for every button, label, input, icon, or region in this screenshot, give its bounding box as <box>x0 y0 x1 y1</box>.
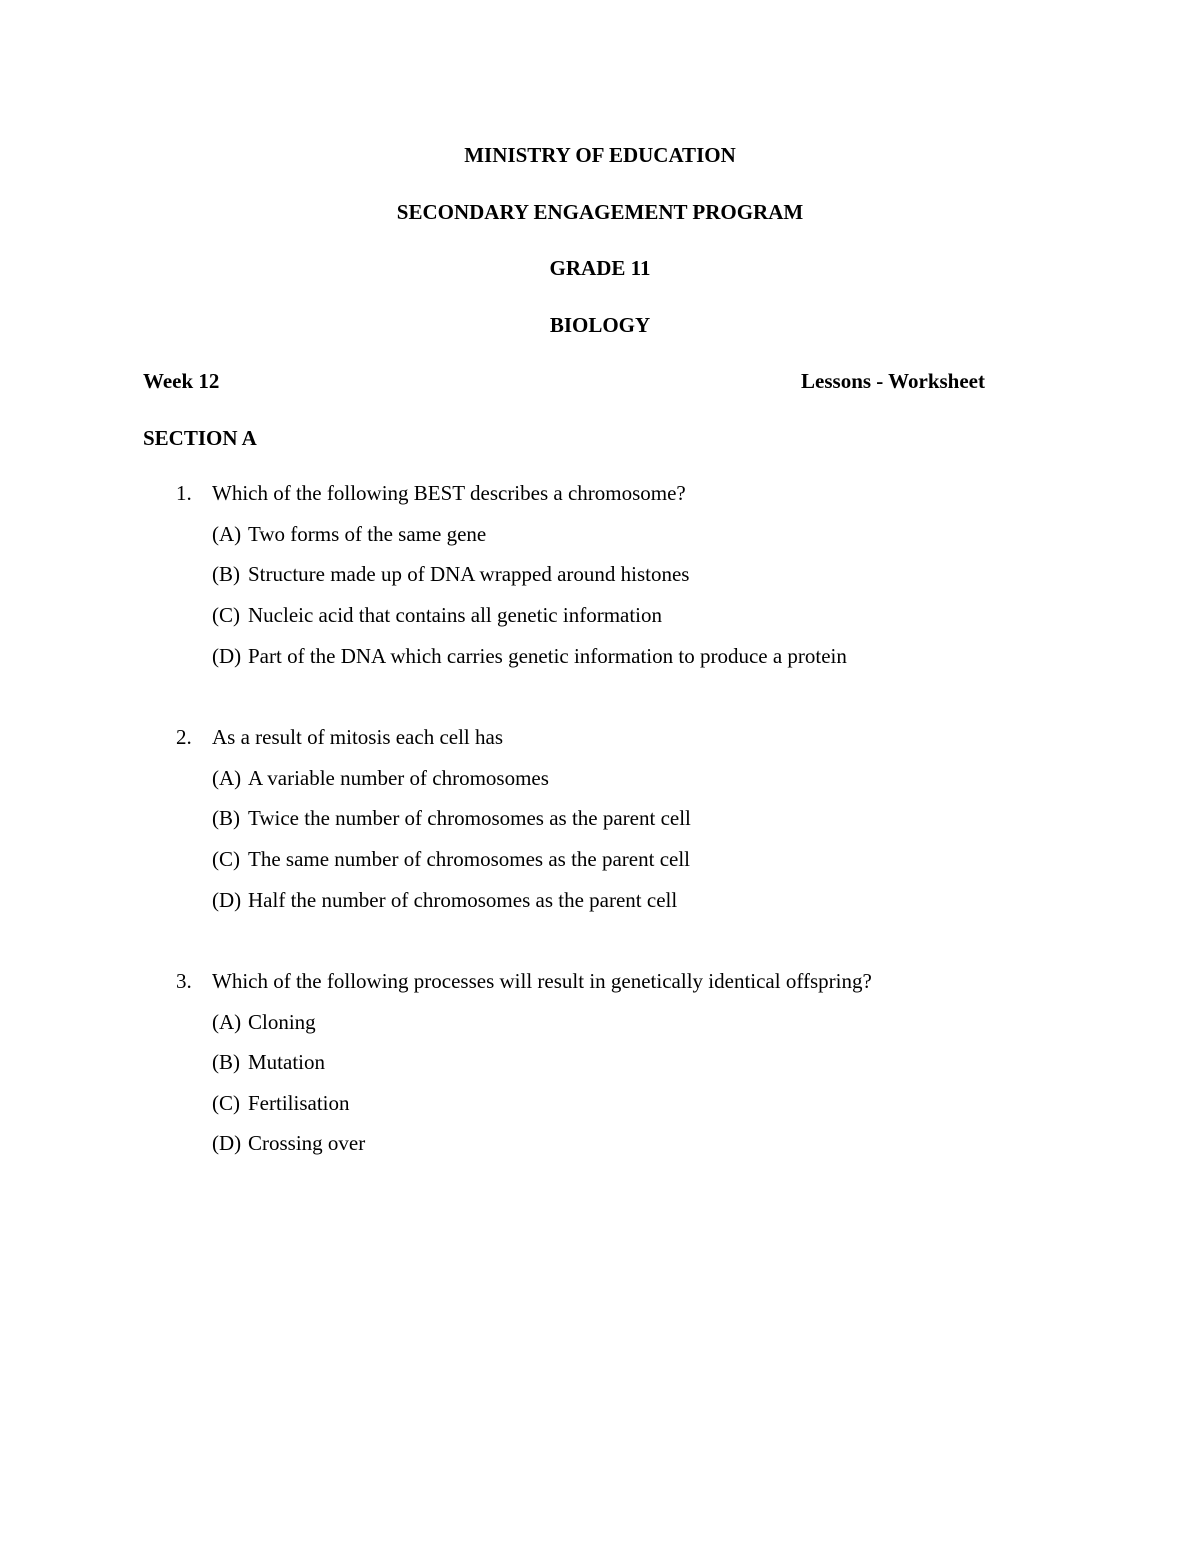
option-a <box>212 1010 316 1034</box>
option-text: Half the number of chromosomes as the parent cell <box>248 888 678 912</box>
option-text: A variable number of chromosomes <box>248 766 549 790</box>
option-a <box>212 522 486 546</box>
subject-heading: BIOLOGY <box>549 313 651 337</box>
lessons-label: Lessons - Worksheet <box>801 369 985 393</box>
option-text: Nucleic acid that contains all genetic information <box>248 603 663 627</box>
option-text: Crossing over <box>248 1131 366 1155</box>
option-letter: (A) <box>212 766 242 790</box>
option-b <box>212 562 689 586</box>
option-d <box>212 1131 365 1155</box>
option-c <box>212 603 662 627</box>
question-number: 3. <box>176 969 192 993</box>
option-text: Twice the number of chromosomes as the parent cell <box>248 806 691 830</box>
option-c <box>212 1091 350 1115</box>
option-letter: (C) <box>212 847 240 871</box>
week-row <box>143 369 985 393</box>
option-text: Part of the DNA which carries genetic information to produce a protein <box>248 644 847 668</box>
option-letter: (D) <box>212 888 242 912</box>
option-text: Fertilisation <box>248 1091 350 1115</box>
option-letter: (B) <box>212 562 240 586</box>
question-number: 1. <box>176 481 192 505</box>
program-heading: SECONDARY ENGAGEMENT PROGRAM <box>396 200 804 224</box>
question-text: Which of the following BEST describes a chromosome? <box>212 481 686 505</box>
option-letter: (B) <box>212 1050 240 1074</box>
ministry-heading: MINISTRY OF EDUCATION <box>464 143 736 167</box>
option-text: Two forms of the same gene <box>248 522 487 546</box>
grade-heading: GRADE 11 <box>549 256 651 280</box>
option-letter: (D) <box>212 1131 242 1155</box>
option-text: Cloning <box>248 1010 316 1034</box>
option-text: Structure made up of DNA wrapped around histones <box>248 562 690 586</box>
option-letter: (D) <box>212 644 242 668</box>
option-b <box>212 1050 325 1074</box>
option-d <box>212 644 847 668</box>
option-text: Mutation <box>248 1050 325 1074</box>
option-letter: (A) <box>212 1010 242 1034</box>
option-text: The same number of chromosomes as the parent cell <box>248 847 691 871</box>
option-letter: (A) <box>212 522 242 546</box>
option-a <box>212 766 549 790</box>
week-label: Week 12 <box>143 369 220 393</box>
question-number: 2. <box>176 725 192 749</box>
option-c <box>212 847 690 871</box>
option-b <box>212 806 691 830</box>
question-text: As a result of mitosis each cell has <box>212 725 504 749</box>
option-letter: (B) <box>212 806 240 830</box>
option-letter: (C) <box>212 1091 240 1115</box>
option-letter: (C) <box>212 603 240 627</box>
option-d <box>212 888 677 912</box>
question-text: Which of the following processes will result in genetically identical offspring? <box>212 969 872 993</box>
section-title: SECTION A <box>143 426 257 450</box>
